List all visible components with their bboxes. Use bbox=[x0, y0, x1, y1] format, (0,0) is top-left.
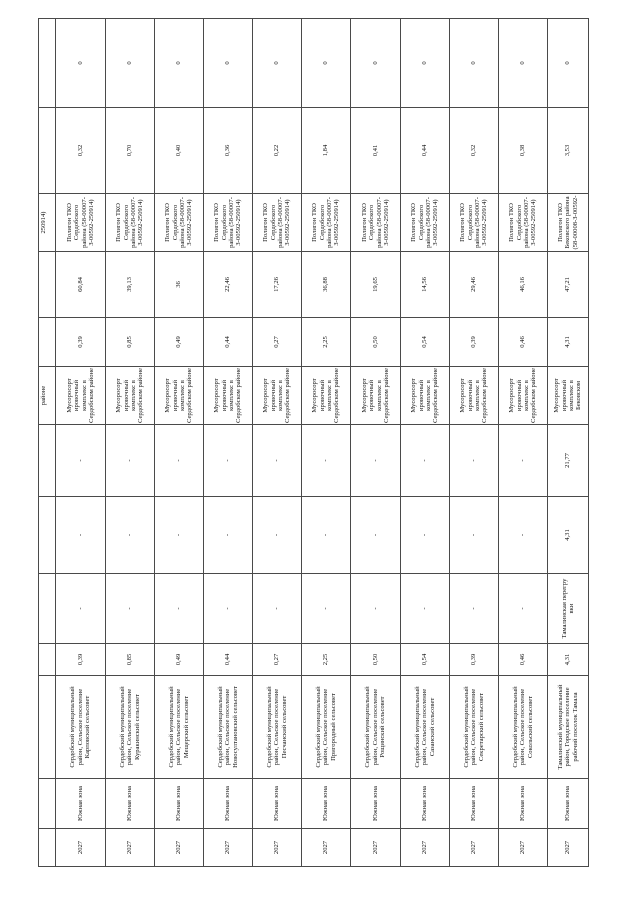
cell-landfill: Полигон ТКО Бековского района (58-00008-З-00592- bbox=[548, 194, 589, 252]
cell-year: 2027 bbox=[499, 829, 548, 867]
cell-landfill-volume: 1,84 bbox=[302, 108, 351, 194]
cell-extra: 0 bbox=[155, 19, 204, 108]
cell-municipality: Сердобский муниципальный район, Сельское поселение Рощинский сельсовет bbox=[351, 676, 401, 779]
cell-op-volume: - bbox=[351, 497, 401, 574]
cell-municipality: Сердобский муниципальный район, Сельское поселение Пригородный сельсовет bbox=[302, 676, 351, 779]
cell-landfill: Полигон ТКО Сердобского района (58-00007-З-00592-250914) bbox=[155, 194, 204, 252]
cell-municipality: Тамалинский муниципальный район, Городское поселение рабочий поселок Тамала bbox=[548, 676, 589, 779]
cell-sort-volume: 0,85 bbox=[106, 318, 155, 367]
cell-landfill-volume: 0,32 bbox=[450, 108, 499, 194]
cell-municipality: Сердобский муниципальный район, Сельское поселение Сокольский сельсовет bbox=[499, 676, 548, 779]
cell-sort-name: Мусоросорт ировочный комплекс в Бековском bbox=[548, 367, 589, 425]
cell-zone: Южная зона bbox=[401, 779, 450, 829]
cell-sort-percent: 36,88 bbox=[302, 252, 351, 318]
table-row bbox=[351, 19, 401, 867]
cell-sort-percent: 47,21 bbox=[548, 252, 589, 318]
cell-municipality: Сердобский муниципальный район, Сельское поселение Куракинский сельсовет bbox=[106, 676, 155, 779]
cell-op-capacity: - bbox=[204, 425, 253, 497]
cell-extra: 0 bbox=[204, 19, 253, 108]
cell-zone: Южная зона bbox=[499, 779, 548, 829]
cell-sort-percent: 46,16 bbox=[499, 252, 548, 318]
cell-op-capacity: - bbox=[106, 425, 155, 497]
cell-landfill-volume: 0,44 bbox=[401, 108, 450, 194]
cell-zone: Южная зона bbox=[155, 779, 204, 829]
cell-year: 2027 bbox=[548, 829, 589, 867]
cell-op-name: Тамалинская перегру вки bbox=[548, 574, 589, 644]
cell-municipality: Сердобский муниципальный район, Сельское поселение Сазанский сельсовет bbox=[401, 676, 450, 779]
cell-zone: Южная зона bbox=[450, 779, 499, 829]
cell-extra: 0 bbox=[450, 19, 499, 108]
cell-volume: 0,49 bbox=[155, 644, 204, 676]
cell-op-volume: - bbox=[106, 497, 155, 574]
cell-municipality: Сердобский муниципальный район, Сельское поселение Новосултановский сельсовет bbox=[204, 676, 253, 779]
cell-op-volume: - bbox=[401, 497, 450, 574]
rotated-table-container bbox=[38, 19, 589, 867]
cell-sort-volume: 0,44 bbox=[204, 318, 253, 367]
cell-volume: 0,50 bbox=[351, 644, 401, 676]
table-row bbox=[302, 19, 351, 867]
cell-op-name: - bbox=[56, 574, 106, 644]
cell-op-capacity: - bbox=[401, 425, 450, 497]
table-row bbox=[204, 19, 253, 867]
cell-zone: Южная зона bbox=[106, 779, 155, 829]
cell-municipality: Сердобский муниципальный район, Сельское поселение Песчанский сельсовет bbox=[253, 676, 302, 779]
cell-op-volume: - bbox=[253, 497, 302, 574]
cell-year: 2027 bbox=[302, 829, 351, 867]
cell-landfill-volume: 0,70 bbox=[106, 108, 155, 194]
cell-op-name: - bbox=[499, 574, 548, 644]
cell-op-name: - bbox=[450, 574, 499, 644]
cell-sort-volume: 0,54 bbox=[401, 318, 450, 367]
cell-landfill-volume: 0,36 bbox=[204, 108, 253, 194]
cell-landfill: Полигон ТКО Сердобского района (58-00007-З-00592-250914) bbox=[401, 194, 450, 252]
cell-landfill: Полигон ТКО Сердобского района (58-00007-З-00592-250914) bbox=[450, 194, 499, 252]
cell-op-name: - bbox=[204, 574, 253, 644]
cell-op-capacity: - bbox=[302, 425, 351, 497]
cell-sort-volume: 0,49 bbox=[155, 318, 204, 367]
cell-volume: 0,85 bbox=[106, 644, 155, 676]
cell-op-volume: - bbox=[204, 497, 253, 574]
cell-year: 2027 bbox=[450, 829, 499, 867]
cell-landfill: Полигон ТКО Сердобского района (58-00007-З-00592-250914) bbox=[351, 194, 401, 252]
cell-op-volume: 4,31 bbox=[548, 497, 589, 574]
cell-landfill-volume: 0,41 bbox=[351, 108, 401, 194]
cell-year: 2027 bbox=[253, 829, 302, 867]
cell-sort-name: Мусоросорт ировочный комплекс в Сердобском районе bbox=[56, 367, 106, 425]
cell-op-capacity: - bbox=[499, 425, 548, 497]
cell-sort-volume: 0,39 bbox=[450, 318, 499, 367]
cell-sort-percent: 14,56 bbox=[401, 252, 450, 318]
cell-municipality: Сердобский муниципальный район, Сельское поселение Секретарский сельсовет bbox=[450, 676, 499, 779]
cell-op-volume: - bbox=[155, 497, 204, 574]
cell-op-name: - bbox=[106, 574, 155, 644]
cell-sort-name: Мусоросорт ировочный комплекс в Сердобском районе bbox=[401, 367, 450, 425]
cell-landfill-volume: 0,40 bbox=[155, 108, 204, 194]
cell-volume: 4,31 bbox=[548, 644, 589, 676]
cell-sort-volume: 0,27 bbox=[253, 318, 302, 367]
cell-volume: 0,39 bbox=[56, 644, 106, 676]
cell-sort-percent: 39,13 bbox=[106, 252, 155, 318]
table-row bbox=[56, 19, 106, 867]
cell-extra: 0 bbox=[548, 19, 589, 108]
cell-extra: 0 bbox=[302, 19, 351, 108]
cell-op-volume: - bbox=[499, 497, 548, 574]
cell-sort-name: Мусоросорт ировочный комплекс в Сердобском районе bbox=[302, 367, 351, 425]
cell-volume: 0,44 bbox=[204, 644, 253, 676]
cell-volume: 0,39 bbox=[450, 644, 499, 676]
table-row bbox=[401, 19, 450, 867]
table-row bbox=[450, 19, 499, 867]
table-row bbox=[253, 19, 302, 867]
cell-year: 2027 bbox=[56, 829, 106, 867]
cell-extra: 0 bbox=[499, 19, 548, 108]
cell-landfill-volume: 0,38 bbox=[499, 108, 548, 194]
cell-landfill: Полигон ТКО Сердобского района (58-00007-З-00592-250914) bbox=[106, 194, 155, 252]
cell-op-capacity: - bbox=[450, 425, 499, 497]
cell-sort-volume: 0,46 bbox=[499, 318, 548, 367]
table-row bbox=[548, 19, 589, 867]
cell-op-name: - bbox=[302, 574, 351, 644]
cell-landfill: Полигон ТКО Сердобского района (58-00007-З-00592-250914) bbox=[56, 194, 106, 252]
cell-volume: 0,54 bbox=[401, 644, 450, 676]
cell-op-capacity: - bbox=[56, 425, 106, 497]
cell-extra: 0 bbox=[351, 19, 401, 108]
cell-volume: 0,27 bbox=[253, 644, 302, 676]
cell-landfill: Полигон ТКО Сердобского района (58-00007-З-00592-250914) bbox=[302, 194, 351, 252]
carryover-landfill: 250914) bbox=[39, 194, 56, 252]
cell-sort-volume: 0,50 bbox=[351, 318, 401, 367]
cell-zone: Южная зона bbox=[351, 779, 401, 829]
cell-sort-percent: 36 bbox=[155, 252, 204, 318]
cell-year: 2027 bbox=[401, 829, 450, 867]
cell-op-capacity: - bbox=[155, 425, 204, 497]
cell-year: 2027 bbox=[155, 829, 204, 867]
cell-zone: Южная зона bbox=[204, 779, 253, 829]
cell-op-name: - bbox=[253, 574, 302, 644]
cell-municipality: Сердобский муниципальный район, Сельское поселение Карповский сельсовет bbox=[56, 676, 106, 779]
cell-op-name: - bbox=[401, 574, 450, 644]
cell-year: 2027 bbox=[204, 829, 253, 867]
cell-sort-volume: 4,31 bbox=[548, 318, 589, 367]
cell-sort-percent: 22,46 bbox=[204, 252, 253, 318]
cell-sort-percent: 29,46 bbox=[450, 252, 499, 318]
table-row-carryover bbox=[39, 19, 56, 867]
cell-sort-percent: 17,26 bbox=[253, 252, 302, 318]
cell-sort-percent: 60,84 bbox=[56, 252, 106, 318]
cell-op-name: - bbox=[155, 574, 204, 644]
cell-sort-percent: 19,65 bbox=[351, 252, 401, 318]
cell-landfill: Полигон ТКО Сердобского района (58-00007-З-00592-250914) bbox=[499, 194, 548, 252]
cell-landfill-volume: 0,22 bbox=[253, 108, 302, 194]
cell-op-capacity: 21,77 bbox=[548, 425, 589, 497]
cell-extra: 0 bbox=[253, 19, 302, 108]
cell-op-volume: - bbox=[56, 497, 106, 574]
cell-sort-volume: 0,39 bbox=[56, 318, 106, 367]
table-row bbox=[106, 19, 155, 867]
cell-op-capacity: - bbox=[351, 425, 401, 497]
cell-sort-name: Мусоросорт ировочный комплекс в Сердобском районе bbox=[450, 367, 499, 425]
cell-sort-name: Мусоросорт ировочный комплекс в Сердобском районе bbox=[155, 367, 204, 425]
cell-op-capacity: - bbox=[253, 425, 302, 497]
cell-op-name: - bbox=[351, 574, 401, 644]
cell-zone: Южная зона bbox=[253, 779, 302, 829]
cell-sort-volume: 2,25 bbox=[302, 318, 351, 367]
carryover-sort-name: районе bbox=[39, 367, 56, 425]
cell-landfill: Полигон ТКО Сердобского района (58-00007-З-00592-250914) bbox=[253, 194, 302, 252]
cell-volume: 0,46 bbox=[499, 644, 548, 676]
cell-sort-name: Мусоросорт ировочный комплекс в Сердобском районе bbox=[106, 367, 155, 425]
table-row bbox=[155, 19, 204, 867]
cell-sort-name: Мусоросорт ировочный комплекс в Сердобском районе bbox=[351, 367, 401, 425]
cell-op-volume: - bbox=[450, 497, 499, 574]
cell-year: 2027 bbox=[106, 829, 155, 867]
cell-extra: 0 bbox=[401, 19, 450, 108]
table-row bbox=[499, 19, 548, 867]
cell-municipality: Сердобский муниципальный район, Сельское поселение Мещерский сельсовет bbox=[155, 676, 204, 779]
cell-extra: 0 bbox=[56, 19, 106, 108]
cell-year: 2027 bbox=[351, 829, 401, 867]
cell-sort-name: Мусоросорт ировочный комплекс в Сердобском районе bbox=[499, 367, 548, 425]
cell-landfill: Полигон ТКО Сердобского района (58-00007-З-00592-250914) bbox=[204, 194, 253, 252]
cell-zone: Южная зона bbox=[56, 779, 106, 829]
cell-landfill-volume: 0,32 bbox=[56, 108, 106, 194]
cell-landfill-volume: 3,53 bbox=[548, 108, 589, 194]
cell-zone: Южная зона bbox=[302, 779, 351, 829]
cell-sort-name: Мусоросорт ировочный комплекс в Сердобском районе bbox=[253, 367, 302, 425]
cell-extra: 0 bbox=[106, 19, 155, 108]
cell-op-volume: - bbox=[302, 497, 351, 574]
cell-zone: Южная зона bbox=[548, 779, 589, 829]
waste-flow-table bbox=[38, 18, 589, 867]
cell-volume: 2,25 bbox=[302, 644, 351, 676]
cell-sort-name: Мусоросорт ировочный комплекс в Сердобском районе bbox=[204, 367, 253, 425]
